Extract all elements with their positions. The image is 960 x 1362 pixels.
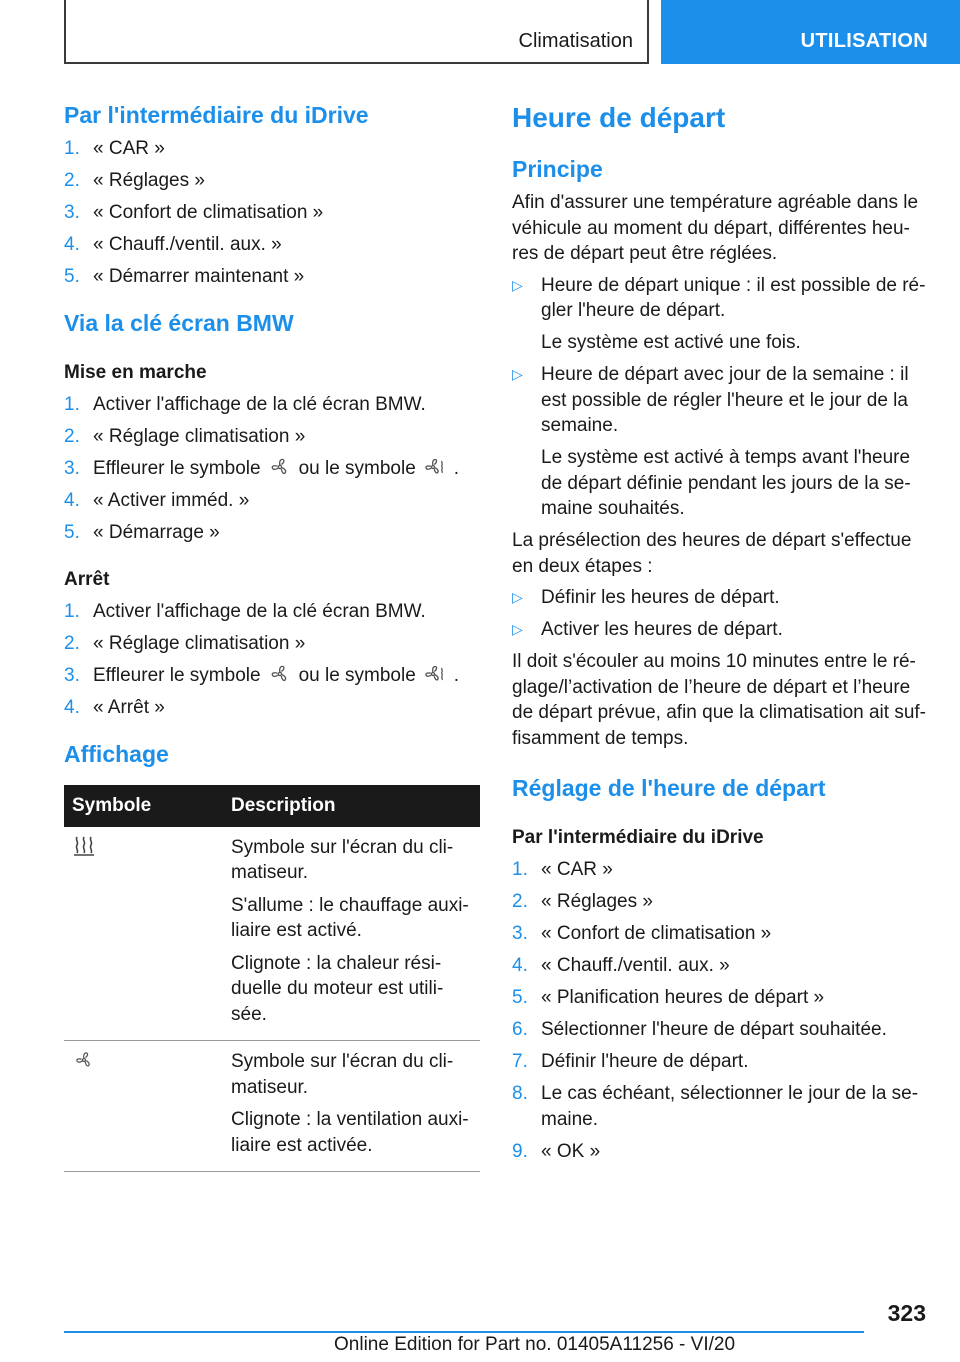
fan-heating-icon [422, 457, 448, 477]
list-item: ▷ Heure de départ avec jour de la semaine : il est possible de régler l'heure et le jour de la semaine. Le système est activé à temps avant l'heure de départ définie pendant les jours de la se-maine souhaités. [512, 364, 911, 519]
departure-heading: Heure de départ [512, 102, 726, 133]
preselect-steps [512, 585, 926, 643]
triangle-bullet-icon: ▷ [512, 276, 523, 293]
table-header-symbol: Symbole [64, 785, 223, 827]
list-item: 1. Activer l'affichage de la clé écran BMW. [64, 601, 426, 622]
list-item: 5. « Démarrer maintenant » [64, 266, 305, 287]
preselect-text: La présélection des heures de départ s'effectue en deux étapes : [512, 530, 912, 577]
triangle-bullet-icon: ▷ [512, 589, 523, 605]
list-item: 8. Le cas échéant, sélectionner le jour de la se-maine. [512, 1083, 919, 1130]
key-heading: Via la clé écran BMW [64, 309, 294, 336]
setting-heading: Réglage de l'heure de départ [512, 775, 826, 801]
idrive-steps [64, 136, 480, 290]
footer-divider [64, 1331, 864, 1333]
table-row: Symbole sur l'écran du cli-matiseur. Clignote : la ventilation auxi-liaire est activée. [64, 1041, 480, 1172]
list-item: 4. « Chauff./ventil. aux. » [512, 955, 730, 976]
fan-heating-icon [422, 664, 448, 684]
wait-text: Il doit s'écouler au moins 10 minutes entre le ré-glage/l’activation de l’heure de départ et l’heure de départ prévue, afin que la climatisation ait suf-fisamment de temps. [512, 651, 927, 749]
list-item: 1. Activer l'affichage de la clé écran BMW. [64, 393, 426, 415]
chapter-title: UTILISATION [800, 30, 928, 52]
list-item: 7. Définir l'heure de départ. [512, 1051, 749, 1072]
setting-idrive-heading: Par l'intermédiaire du iDrive [512, 827, 764, 848]
right-column [512, 100, 926, 1171]
header-chapter-box [661, 0, 960, 64]
heating-icon [72, 835, 96, 857]
fan-icon [72, 1049, 96, 1071]
list-item: 3. « Confort de climatisation » [64, 202, 324, 223]
departure-types [512, 273, 926, 522]
left-column [64, 100, 480, 1172]
list-item: 1. « CAR » [64, 138, 165, 159]
idrive-heading: Par l'intermédiaire du iDrive [64, 102, 369, 128]
list-item: 9. « OK » [512, 1140, 601, 1162]
start-steps [64, 392, 480, 546]
display-table [64, 785, 480, 1173]
list-item: 2. « Réglage climatisation » [64, 425, 306, 447]
fan-icon [267, 457, 293, 477]
list-item: ▷ Heure de départ unique : il est possible de ré-gler l'heure de départ. Le système est activé une fois. [512, 274, 926, 353]
list-item: 4. « Chauff./ventil. aux. » [64, 234, 282, 255]
principle-text: Afin d'assurer une température agréable dans le véhicule au moment du départ, différentes heu-res de départ peut être réglées. [512, 192, 919, 264]
list-item: 3. Effleurer le symbole ou le symbole . [64, 665, 460, 686]
section-title: Climatisation [518, 30, 633, 52]
start-heading: Mise en marche [64, 361, 207, 383]
table-row: Symbole sur l'écran du cli-matiseur. S'allume : le chauffage auxi-liaire est activé. Clignote : la chaleur rési-duelle du moteur est utili-sée. [64, 827, 480, 1041]
list-item: ▷ Activer les heures de départ. [512, 617, 926, 643]
list-item: 2. « Réglages » [512, 891, 653, 912]
list-item: 2. « Réglages » [64, 170, 205, 191]
triangle-bullet-icon: ▷ [512, 621, 523, 637]
setting-steps [512, 857, 926, 1164]
fan-icon [267, 664, 293, 684]
principle-heading: Principe [512, 156, 603, 182]
display-heading: Affichage [64, 740, 169, 767]
list-item: 1. « CAR » [512, 859, 613, 880]
list-item: 4. « Arrêt » [64, 697, 165, 718]
stop-heading: Arrêt [64, 569, 110, 590]
list-item: 3. Effleurer le symbole ou le symbole . [64, 457, 460, 479]
list-item: ▷ Définir les heures de départ. [512, 585, 926, 611]
list-item: 5. « Démarrage » [64, 521, 220, 543]
page-number: 323 [887, 1300, 926, 1326]
footer-edition: Online Edition for Part no. 01405A11256 - VI/20 [334, 1334, 736, 1355]
list-item: 5. « Planification heures de départ » [512, 987, 825, 1008]
header-section-box [64, 0, 649, 64]
list-item: 3. « Confort de climatisation » [512, 923, 772, 944]
table-header-description: Description [223, 785, 480, 827]
stop-steps [64, 599, 480, 721]
list-item: 4. « Activer imméd. » [64, 489, 250, 511]
list-item: 2. « Réglage climatisation » [64, 633, 306, 654]
list-item: 6. Sélectionner l'heure de départ souhaitée. [512, 1019, 887, 1040]
triangle-bullet-icon: ▷ [512, 366, 523, 382]
